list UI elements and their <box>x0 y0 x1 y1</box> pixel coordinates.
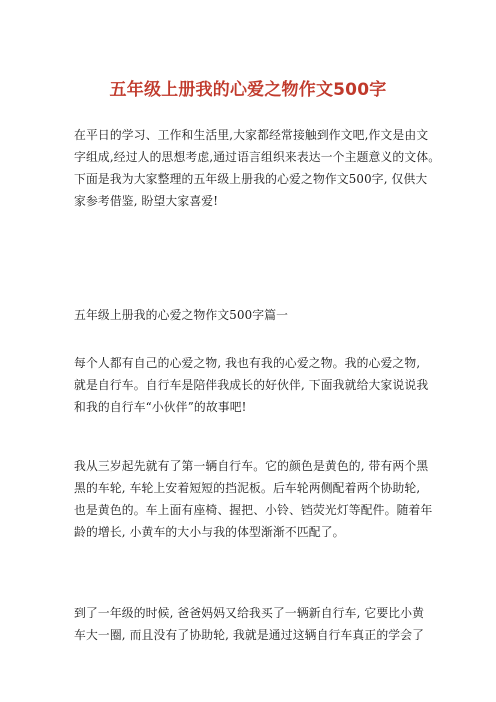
paragraph-line: 龄的增长, 小黄车的大小与我的体型渐渐不匹配了。 <box>74 525 345 539</box>
section-heading <box>74 304 436 326</box>
section-heading-text: 五年级上册我的心爱之物作文500字篇一 <box>74 308 289 322</box>
paragraph-line: 我从三岁起先就有了第一辆自行车。它的颜色是黄色的, 带有两个黑 <box>74 459 429 473</box>
paragraph-line: 到了一年级的时候, 爸爸妈妈又给我买了一辆新自行车, 它要比小黄 <box>74 606 425 620</box>
intro-line: 家参考借鉴, 盼望大家喜爱! <box>74 194 219 208</box>
paragraph-line: 也是黄色的。车上面有座椅、握把、小铃、铛荧光灯等配件。随着年 <box>74 503 433 517</box>
intro-line: 下面是我为大家整理的五年级上册我的心爱之物作文500字, 仅供大 <box>74 172 428 186</box>
body-paragraph-1 <box>74 352 436 418</box>
paragraph-line: 车大一圈, 而且没有了协助轮, 我就是通过这辆自行车真正的学会了 <box>74 628 425 642</box>
paragraph-line: 和我的自行车“小伙伴”的故事吧! <box>74 400 247 414</box>
intro-line: 在平日的学习、工作和生活里,大家都经常接触到作文吧,作文是由文 <box>74 128 429 142</box>
document-title: 五年级上册我的心爱之物作文500字 <box>109 80 387 100</box>
intro-paragraph <box>74 124 441 212</box>
paragraph-line: 每个人都有自己的心爱之物, 我也有我的心爱之物。我的心爱之物, <box>74 356 421 370</box>
body-paragraph-2 <box>74 455 436 543</box>
paragraph-line: 黑的车轮, 车轮上安着短短的挡泥板。后车轮两侧配着两个协助轮, <box>74 481 421 495</box>
intro-line: 字组成,经过人的思想考虑,通过语言组织来表达一个主题意义的文体。 <box>74 150 441 164</box>
body-paragraph-3 <box>74 602 436 646</box>
paragraph-line: 就是自行车。自行车是陪伴我成长的好伙伴, 下面我就给大家说说我 <box>74 378 429 392</box>
